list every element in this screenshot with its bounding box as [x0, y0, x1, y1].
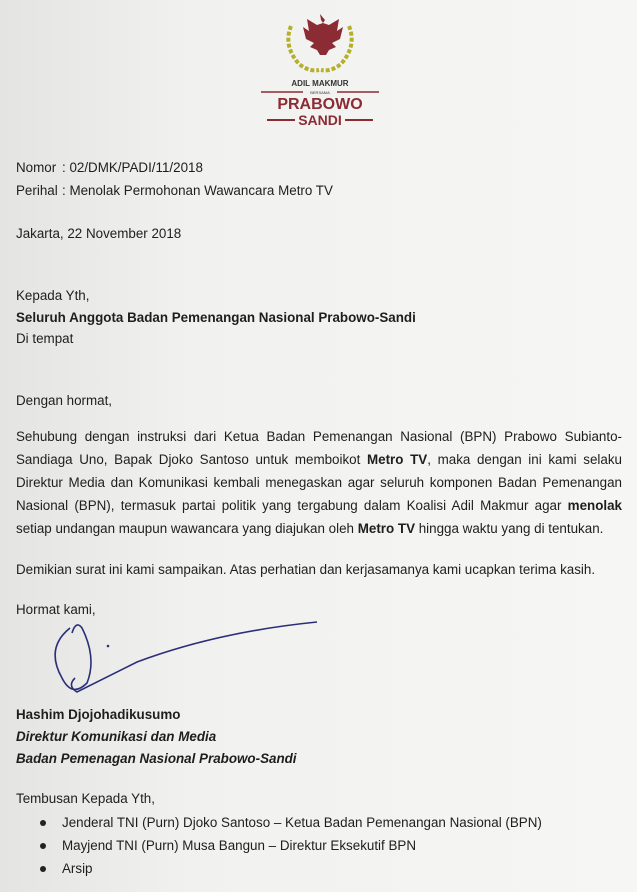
signatory-title: Direktur Komunikasi dan Media — [16, 729, 217, 744]
text-segment: hingga waktu yang di tentukan. — [415, 521, 604, 536]
logo-line3: PRABOWO — [277, 96, 363, 113]
bullet-icon — [40, 820, 46, 826]
prabowo-sandi-logo — [255, 0, 385, 126]
body-paragraph-2: Demikian surat ini kami sampaikan. Atas perhatian dan kerjasamanya kami ucapkan terima kasih. — [16, 562, 596, 577]
nomor-line — [16, 158, 622, 178]
logo-line4: SANDI — [298, 112, 342, 126]
logo-line1: ADIL MAKMUR — [291, 79, 349, 88]
perihal-label: Perihal — [16, 183, 58, 198]
recipient-name: Seluruh Anggota Badan Pemenangan Nasional Prabowo-Sandi — [16, 310, 416, 325]
nomor-label: Nomor — [16, 160, 57, 175]
text-segment: Sehubung dengan instruksi dari Ketua Badan Pemenangan Nasional (BPN) Prabowo Subianto-Sandiaga Uno, Bapak Djoko Santoso untuk memboikot — [16, 429, 622, 467]
cc-item — [16, 813, 622, 833]
recipient-place: Di tempat — [16, 331, 74, 346]
letter-date: Jakarta, 22 November 2018 — [16, 226, 182, 241]
signatory-org: Badan Pemenagan Nasional Prabowo-Sandi — [16, 751, 297, 766]
bullet-icon — [40, 866, 46, 872]
bullet-icon — [40, 843, 46, 849]
bold-segment: Metro TV — [357, 521, 416, 536]
recipient-to: Kepada Yth, — [16, 288, 90, 303]
cc-item-text: Arsip — [62, 861, 93, 876]
cc-item — [16, 859, 622, 879]
text-segment: , maka dengan ini kami selaku Direktur Media dan Komunikasi kembali menegaskan agar seluruh komponen Badan Pemenangan Nasional (BPN), termasuk partai politik yang tergabung dalam Koalisi Adil Makmur agar — [16, 452, 622, 513]
perihal-value: : Menolak Permohonan Wawancara Metro TV — [62, 183, 333, 198]
cc-label: Tembusan Kepada Yth, — [16, 791, 155, 806]
cc-item — [16, 836, 622, 856]
signatory-name: Hashim Djojohadikusumo — [16, 707, 181, 722]
greeting: Dengan hormat, — [16, 393, 113, 408]
body-paragraph-1 — [16, 425, 622, 540]
text-segment: setiap undangan maupun wawancara yang diajukan oleh — [16, 521, 358, 536]
perihal-line — [16, 181, 622, 201]
cc-item-text: Jenderal TNI (Purn) Djoko Santoso – Ketua Badan Pemenangan Nasional (BPN) — [62, 815, 542, 830]
letter-content — [0, 158, 622, 879]
logo-line2: BERSAMA — [310, 90, 330, 95]
signature — [30, 618, 320, 713]
signature-area — [16, 620, 622, 705]
closing: Hormat kami, — [16, 602, 96, 617]
cc-item-text: Mayjend TNI (Purn) Musa Bangun – Direktur Eksekutif BPN — [62, 838, 417, 853]
bold-segment: menolak — [567, 498, 622, 513]
bold-segment: Metro TV — [367, 452, 428, 467]
nomor-value: : 02/DMK/PADI/11/2018 — [62, 160, 203, 175]
